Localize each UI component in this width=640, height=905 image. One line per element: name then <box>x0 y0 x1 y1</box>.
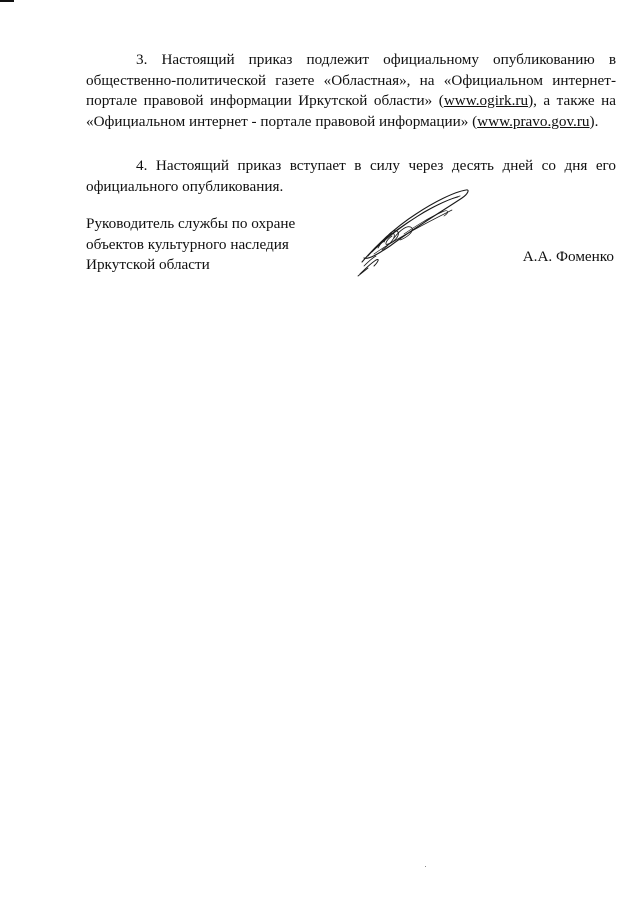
ogirk-link[interactable]: www.ogirk.ru <box>443 92 529 109</box>
paragraph-4: 4. Настоящий приказ вступает в силу через десять дней со дня его официального опубликования. <box>86 157 616 195</box>
signatory-title-line-3: Иркутской области <box>86 256 210 273</box>
paragraph-3 <box>86 50 616 132</box>
paragraph-3-text-middle: ), а также на «Официальном интернет - портале правовой информации» ( <box>86 92 617 130</box>
signature-block <box>86 214 616 294</box>
document-body <box>86 50 616 197</box>
signatory-title-line-1: Руководитель службы по охране <box>86 215 296 232</box>
signatory-title-line-2: объектов культурного наследия <box>86 235 289 253</box>
paragraph-3-text-start: 3. Настоящий приказ подлежит официальному опубликованию в общественно-политической газете «Областная», на «Официальном интернет-портале правовой информации Иркутской области» ( <box>86 51 616 109</box>
scan-corner-mark <box>0 0 14 2</box>
pravo-link[interactable]: www.pravo.gov.ru <box>477 112 590 130</box>
signatory-title <box>86 214 295 276</box>
scan-speck <box>425 866 426 867</box>
handwritten-signature-icon <box>354 188 474 278</box>
paragraph-3-text-end: ). <box>589 112 599 130</box>
signatory-name: А.А. Фоменко <box>522 248 614 265</box>
